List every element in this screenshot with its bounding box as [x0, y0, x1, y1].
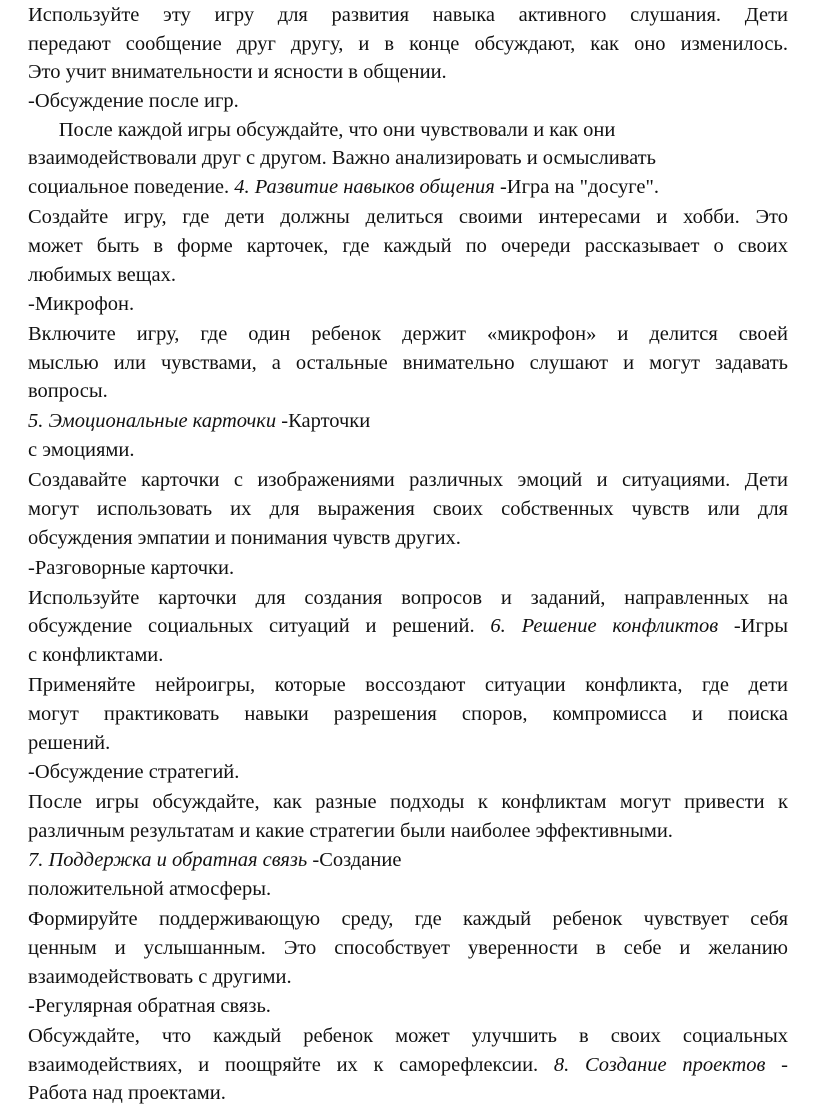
text-line: -Обсуждение стратегий.: [28, 761, 240, 783]
text-line: Формируйте поддерживающую среду, где каждый ребенок чувствует себя: [28, 908, 788, 930]
text-line: После каждой игры обсуждайте, что они чувствовали и как они: [28, 119, 616, 141]
text-line: -Микрофон.: [28, 293, 135, 315]
text-line: взаимодействовали друг с другом. Важно анализировать и осмысливать: [28, 147, 656, 169]
section-heading-5: 5. Эмоциональные карточки: [28, 410, 277, 432]
section-heading-8: 8. Создание проектов: [553, 1054, 766, 1076]
text-line: социальное поведение. 4. Развитие навыков общения -Игра на "досуге".: [28, 176, 660, 198]
text-line: вопросы.: [28, 380, 108, 402]
text-line: может быть в форме карточек, где каждый по очереди рассказывает о своих: [28, 235, 788, 257]
text-line: Создавайте карточки с изображениями различных эмоций и ситуациями. Дети: [28, 469, 788, 491]
text-line: положительной атмосферы.: [28, 878, 272, 900]
text-line: мыслью или чувствами, а остальные внимательно слушают и могут задавать: [28, 352, 788, 374]
text-line: взаимодействиях, и поощряйте их к саморефлексии. 8. Создание проектов -: [28, 1054, 789, 1076]
text-line: Применяйте нейроигры, которые воссоздают ситуации конфликта, где дети: [28, 674, 788, 696]
text-line: Включите игру, где один ребенок держит «микрофон» и делится своей: [28, 323, 788, 345]
text-line: 5. Эмоциональные карточки -Карточки: [28, 410, 371, 432]
text-line: с конфликтами.: [28, 644, 164, 666]
text-line: -Обсуждение после игр.: [28, 90, 239, 112]
text-line: решений.: [28, 732, 111, 754]
text-line: Создайте игру, где дети должны делиться своими интересами и хобби. Это: [28, 206, 788, 228]
text-line: Обсуждайте, что каждый ребенок может улучшить в своих социальных: [28, 1025, 788, 1047]
text-line: Работа над проектами.: [28, 1082, 226, 1104]
text-line: любимых вещах.: [28, 264, 176, 286]
text-line: 7. Поддержка и обратная связь -Создание: [28, 849, 402, 871]
text-line: взаимодействовать с другими.: [28, 966, 292, 988]
text-line: -Регулярная обратная связь.: [28, 995, 271, 1017]
text-line: различным результатам и какие стратегии были наиболее эффективными.: [28, 820, 673, 842]
text-line: обсуждения эмпатии и понимания чувств других.: [28, 527, 461, 549]
text-line: Используйте эту игру для развития навыка активного слушания. Дети: [28, 4, 788, 26]
text-line: Это учит внимательности и ясности в общении.: [28, 61, 447, 83]
text-line: -Разговорные карточки.: [28, 557, 235, 579]
text-line: ценным и услышанным. Это способствует уверенности в себе и желанию: [28, 937, 788, 959]
text-line: могут практиковать навыки разрешения споров, компромисса и поиска: [28, 703, 788, 725]
text-line: с эмоциями.: [28, 439, 135, 461]
text-line: После игры обсуждайте, как разные подходы к конфликтам могут привести к: [28, 791, 788, 813]
section-heading-4: 4. Развитие навыков общения: [234, 176, 495, 198]
text-line: передают сообщение друг другу, и в конце обсуждают, как оно изменилось.: [28, 33, 788, 55]
text-line: Используйте карточки для создания вопросов и заданий, направленных на: [28, 587, 788, 609]
text-line: могут использовать их для выражения своих собственных чувств или для: [28, 498, 788, 520]
section-heading-7: 7. Поддержка и обратная связь: [28, 849, 308, 871]
section-heading-6: 6. Решение конфликтов: [490, 615, 719, 637]
text-line: обсуждение социальных ситуаций и решений. 6. Решение конфликтов -Игры: [28, 615, 788, 637]
